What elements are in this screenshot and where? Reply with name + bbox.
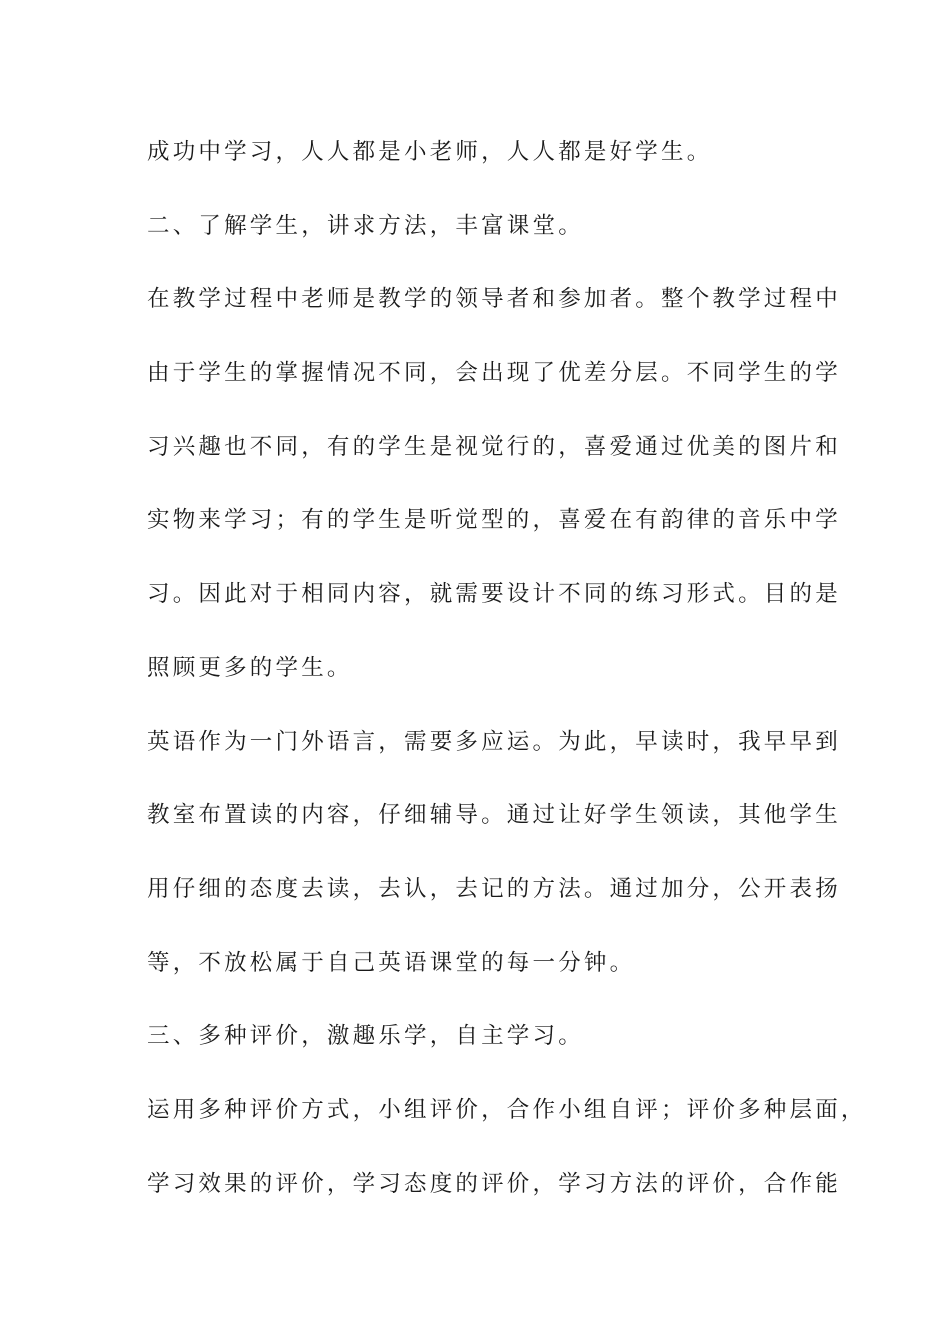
- document-body: [147, 127, 867, 1232]
- paragraph-line: 用仔细的态度去读，去认，去记的方法。通过加分，公开表扬: [147, 875, 841, 902]
- paragraph-line: 由于学生的掌握情况不同，会出现了优差分层。不同学生的学: [147, 360, 841, 387]
- paragraph-line: 教室布置读的内容，仔细辅导。通过让好学生领读，其他学生: [147, 802, 841, 829]
- paragraph-line: 成功中学习，人人都是小老师，人人都是好学生。: [147, 139, 713, 165]
- paragraph-line: 习。因此对于相同内容，就需要设计不同的练习形式。目的是: [147, 581, 841, 608]
- paragraph-line: 实物来学习；有的学生是听觉型的，喜爱在有韵律的音乐中学: [147, 507, 841, 534]
- paragraph-line: 英语作为一门外语言，需要多应运。为此，早读时，我早早到: [147, 728, 841, 755]
- paragraph-line: 在教学过程中老师是教学的领导者和参加者。整个教学过程中: [147, 286, 841, 313]
- paragraph-line: 等，不放松属于自己英语课堂的每一分钟。: [147, 949, 636, 976]
- section-heading: 三、多种评价，激趣乐学，自主学习。: [147, 1023, 584, 1050]
- paragraph-line: 照顾更多的学生。: [147, 654, 353, 681]
- paragraph-line: 学习效果的评价，学习态度的评价，学习方法的评价，合作能: [147, 1170, 841, 1197]
- section-heading: 二、了解学生，讲求方法，丰富课堂。: [147, 212, 584, 239]
- paragraph-line: 运用多种评价方式，小组评价，合作小组自评；评价多种层面，: [147, 1096, 867, 1123]
- paragraph-line: 习兴趣也不同，有的学生是视觉行的，喜爱通过优美的图片和: [147, 433, 841, 460]
